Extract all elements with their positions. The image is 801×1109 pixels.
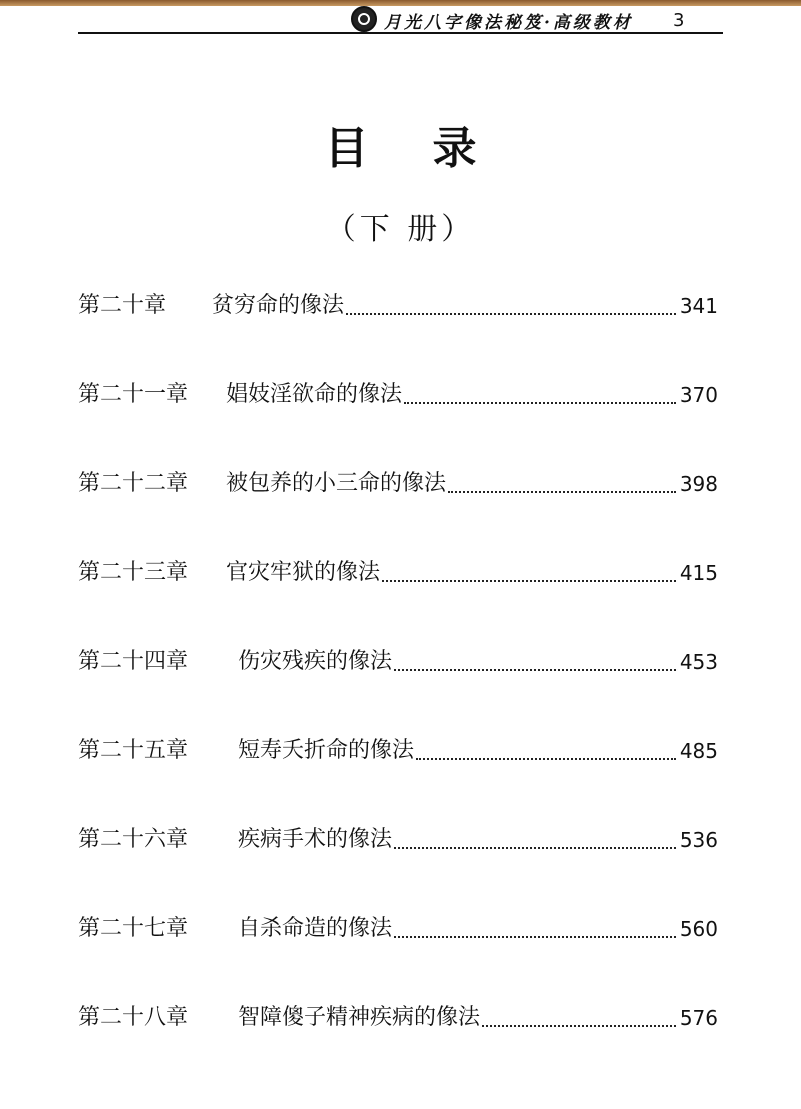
chapter-number: 第二十八章	[78, 1005, 189, 1030]
toc-title: 目录	[324, 123, 541, 174]
chapter-page: 341	[679, 294, 718, 318]
chapter-number: 第二十二章	[78, 471, 189, 496]
toc-entry[interactable]	[78, 553, 718, 593]
running-header	[78, 6, 723, 34]
dot-leader	[448, 491, 676, 493]
toc-entry[interactable]	[78, 731, 718, 771]
dot-leader	[382, 580, 676, 582]
chapter-number: 第二十章	[78, 293, 167, 318]
toc-subtitle: （下 册）	[325, 212, 476, 247]
dot-leader	[482, 1025, 676, 1027]
chapter-name: 短寿夭折命的像法	[238, 738, 415, 763]
dot-leader	[346, 313, 676, 315]
toc-entry[interactable]	[78, 375, 718, 415]
dot-leader	[394, 936, 676, 938]
chapter-page: 536	[679, 828, 718, 852]
chapter-name: 贫穷命的像法	[212, 293, 345, 318]
chapter-name: 伤灾残疾的像法	[238, 649, 393, 674]
dot-leader	[416, 758, 676, 760]
chapter-page: 453	[679, 650, 718, 674]
chapter-number: 第二十六章	[78, 827, 189, 852]
chapter-page: 560	[679, 917, 718, 941]
running-header-title: 月光八字像法秘笈·高级教材	[384, 13, 633, 33]
chapter-name: 被包养的小三命的像法	[226, 471, 447, 496]
chapter-page: 398	[679, 472, 718, 496]
chapter-name: 自杀命造的像法	[238, 916, 393, 941]
page-number: 3	[673, 10, 685, 31]
dot-leader	[394, 669, 676, 671]
toc-entry[interactable]	[78, 286, 718, 326]
toc-entry[interactable]	[78, 998, 718, 1038]
toc-entry[interactable]	[78, 642, 718, 682]
chapter-name: 官灾牢狱的像法	[226, 560, 381, 585]
dot-leader	[404, 402, 676, 404]
chapter-name: 疾病手术的像法	[238, 827, 393, 852]
chapter-page: 576	[679, 1006, 718, 1030]
chapter-number: 第二十三章	[78, 560, 189, 585]
chapter-number: 第二十四章	[78, 649, 189, 674]
toc-entry[interactable]	[78, 464, 718, 504]
dot-leader	[394, 847, 676, 849]
toc-entry[interactable]	[78, 820, 718, 860]
toc-entry[interactable]	[78, 909, 718, 949]
chapter-page: 415	[679, 561, 718, 585]
chapter-page: 485	[679, 739, 718, 763]
chapter-number: 第二十七章	[78, 916, 189, 941]
chapter-page: 370	[679, 383, 718, 407]
chapter-number: 第二十五章	[78, 738, 189, 763]
chapter-number: 第二十一章	[78, 382, 189, 407]
book-emblem-icon	[351, 6, 377, 32]
chapter-name: 娼妓淫欲命的像法	[226, 382, 403, 407]
chapter-name: 智障傻子精神疾病的像法	[238, 1005, 481, 1030]
